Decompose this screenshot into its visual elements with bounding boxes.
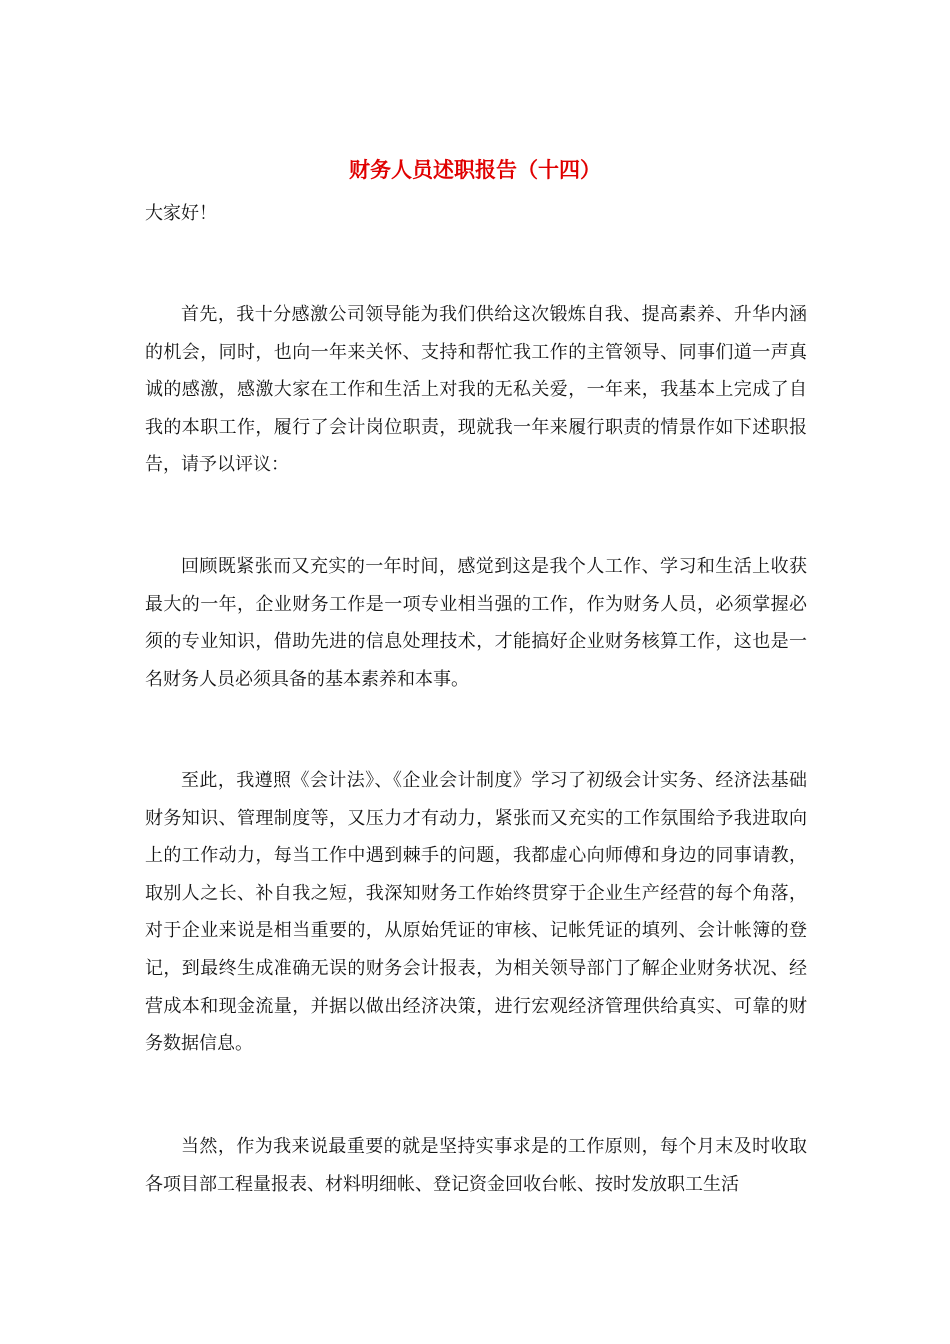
paragraph-2: 回顾既紧张而又充实的一年时间，感觉到这是我个人工作、学习和生活上收获最大的一年，企业财务工作是一项专业相当强的工作，作为财务人员，必须掌握必须的专业知识，借助先进的信息处理技术，才能搞好企业财务核算工作，这也是一名财务人员必须具备的基本素养和本事。 xyxy=(145,556,807,690)
paragraph-4: 当然，作为我来说最重要的就是坚持实事求是的工作原则，每个月末及时收取各项目部工程量报表、材料明细帐、登记资金回收台帐、按时发放职工生活 xyxy=(145,1136,807,1195)
document-title: 财务人员述职报告（十四） xyxy=(349,157,601,182)
paragraph-1: 首先，我十分感激公司领导能为我们供给这次锻炼自我、提高素养、升华内涵的机会，同时，也向一年来关怀、支持和帮忙我工作的主管领导、同事们道一声真诚的感激，感激大家在工作和生活上对我的无私关爱，一年来，我基本上完成了自我的本职工作，履行了会计岗位职责，现就我一年来履行职责的情景作如下述职报告，请予以评议： xyxy=(145,304,807,476)
paragraph-3: 至此，我遵照《会计法》、《企业会计制度》学习了初级会计实务、经济法基础财务知识、管理制度等，又压力才有动力，紧张而又充实的工作氛围给予我进取向上的工作动力，每当工作中遇到棘手的问题，我都虚心向师傅和身边的同事请教，取别人之长、补自我之短，我深知财务工作始终贯穿于企业生产经营的每个角落，对于企业来说是相当重要的，从原始凭证的审核、记帐凭证的填列、会计帐簿的登记，到最终生成准确无误的财务会计报表，为相关领导部门了解企业财务状况、经营成本和现金流量，并据以做出经济决策，进行宏观经济管理供给真实、可靠的财务数据信息。 xyxy=(145,770,807,1055)
greeting-text: 大家好！ xyxy=(145,203,217,224)
